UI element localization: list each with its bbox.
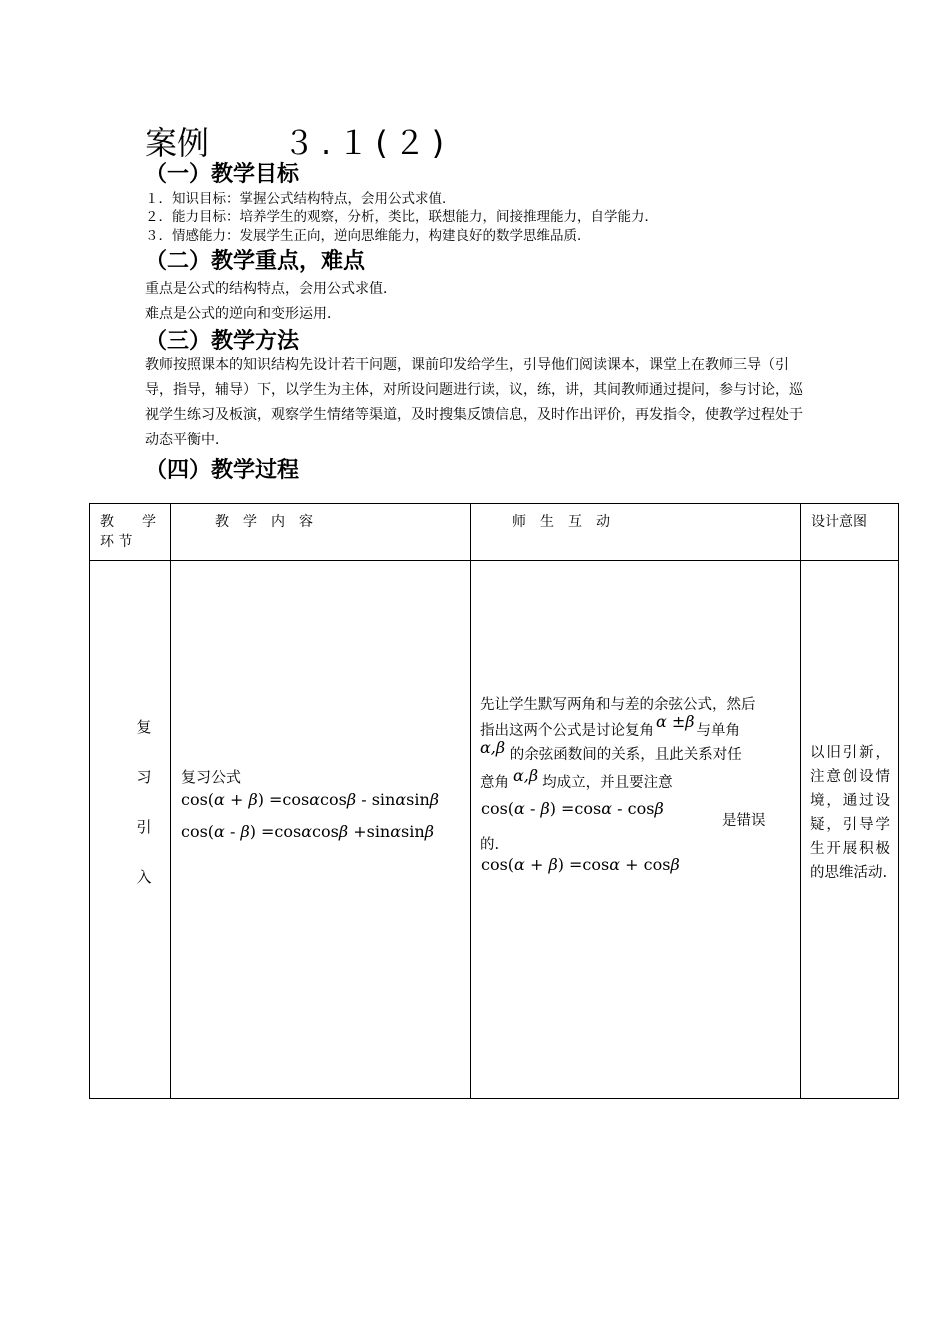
header-stage (90, 504, 171, 561)
formula-cos-diff: cos(α - β) =cosαcosβ +sinαsinβ (181, 822, 434, 841)
objective-item: ３．情感能力：发展学生正向，逆向思维能力，构建良好的数学思维品质． (145, 228, 591, 244)
header-stage-line2: 环 节 (100, 534, 133, 550)
table-header-row (90, 504, 899, 561)
section-heading-methods: （三）教学方法 (145, 329, 300, 354)
design-intent-text: 以旧引新，注意创设情境，通过设疑，引导学生开展积极的思维活动. (810, 745, 890, 881)
section-heading-objectives: （一）教学目标 (145, 162, 300, 187)
content-cell (171, 561, 471, 1099)
formula-cos-sum: cos(α + β) =cosαcosβ - sinαsinβ (181, 790, 440, 809)
content-intro: 复习公式 (181, 768, 242, 786)
header-design: 设计意图 (801, 504, 899, 561)
interaction-cell (471, 561, 801, 1099)
page-title: 案例 ３.１(２) (145, 124, 451, 162)
wrong-label: 是错误 (722, 813, 766, 829)
teaching-process-table (89, 503, 899, 1099)
interaction-line: 意角 α,β 均成立，并且要注意 (480, 766, 673, 791)
stage-char: 入 (136, 868, 152, 886)
header-stage-line1: 教 学 (100, 514, 156, 530)
interaction-de: 的. (480, 837, 500, 853)
key-point-text: 重点是公式的结构特点，会用公式求值． (145, 281, 397, 297)
objective-item: ２．能力目标：培养学生的观察，分析，类比，联想能力，间接推理能力，自学能力． (145, 209, 658, 225)
interaction-line: 指出这两个公式是讨论复角 α ±β 与单角 (480, 712, 741, 739)
formula-wrong-diff: cos(α - β) =cosα - cosβ (481, 799, 664, 818)
table-row (90, 561, 899, 1099)
stage-char: 复 (136, 718, 152, 736)
header-content: 教 学 内 容 (171, 504, 471, 561)
objective-item: １．知识目标：掌握公式结构特点，会用公式求值． (145, 191, 456, 207)
stage-char: 引 (136, 818, 152, 836)
formula-wrong-sum: cos(α + β) =cosα + cosβ (481, 855, 680, 874)
header-interaction: 师 生 互 动 (471, 504, 801, 561)
section-heading-key-points: （二）教学重点，难点 (145, 249, 366, 274)
interaction-line: α,β 的余弦函数间的关系，且此关系对任 (480, 738, 742, 763)
methods-paragraph: 教师按照课本的知识结构先设计若干问题，课前印发给学生，引导他们阅读课本，课堂上在教师三导（引导，指导，辅导）下，以学生为主体，对所设问题进行读，议，练，讲，其间教师通过提问，参与讨论，巡视学生练习及板演，观察学生情绪等渠道，及时搜集反馈信息，及时作出评价，再发指令，使教学过程处于动态平衡中． (145, 357, 803, 448)
difficulty-text: 难点是公式的逆向和变形运用． (145, 306, 341, 322)
stage-char: 习 (136, 768, 152, 786)
stage-cell (90, 561, 171, 1099)
section-heading-process: （四）教学过程 (145, 458, 300, 483)
design-cell (801, 561, 899, 1099)
interaction-line: 先让学生默写两角和与差的余弦公式，然后 (480, 697, 756, 713)
